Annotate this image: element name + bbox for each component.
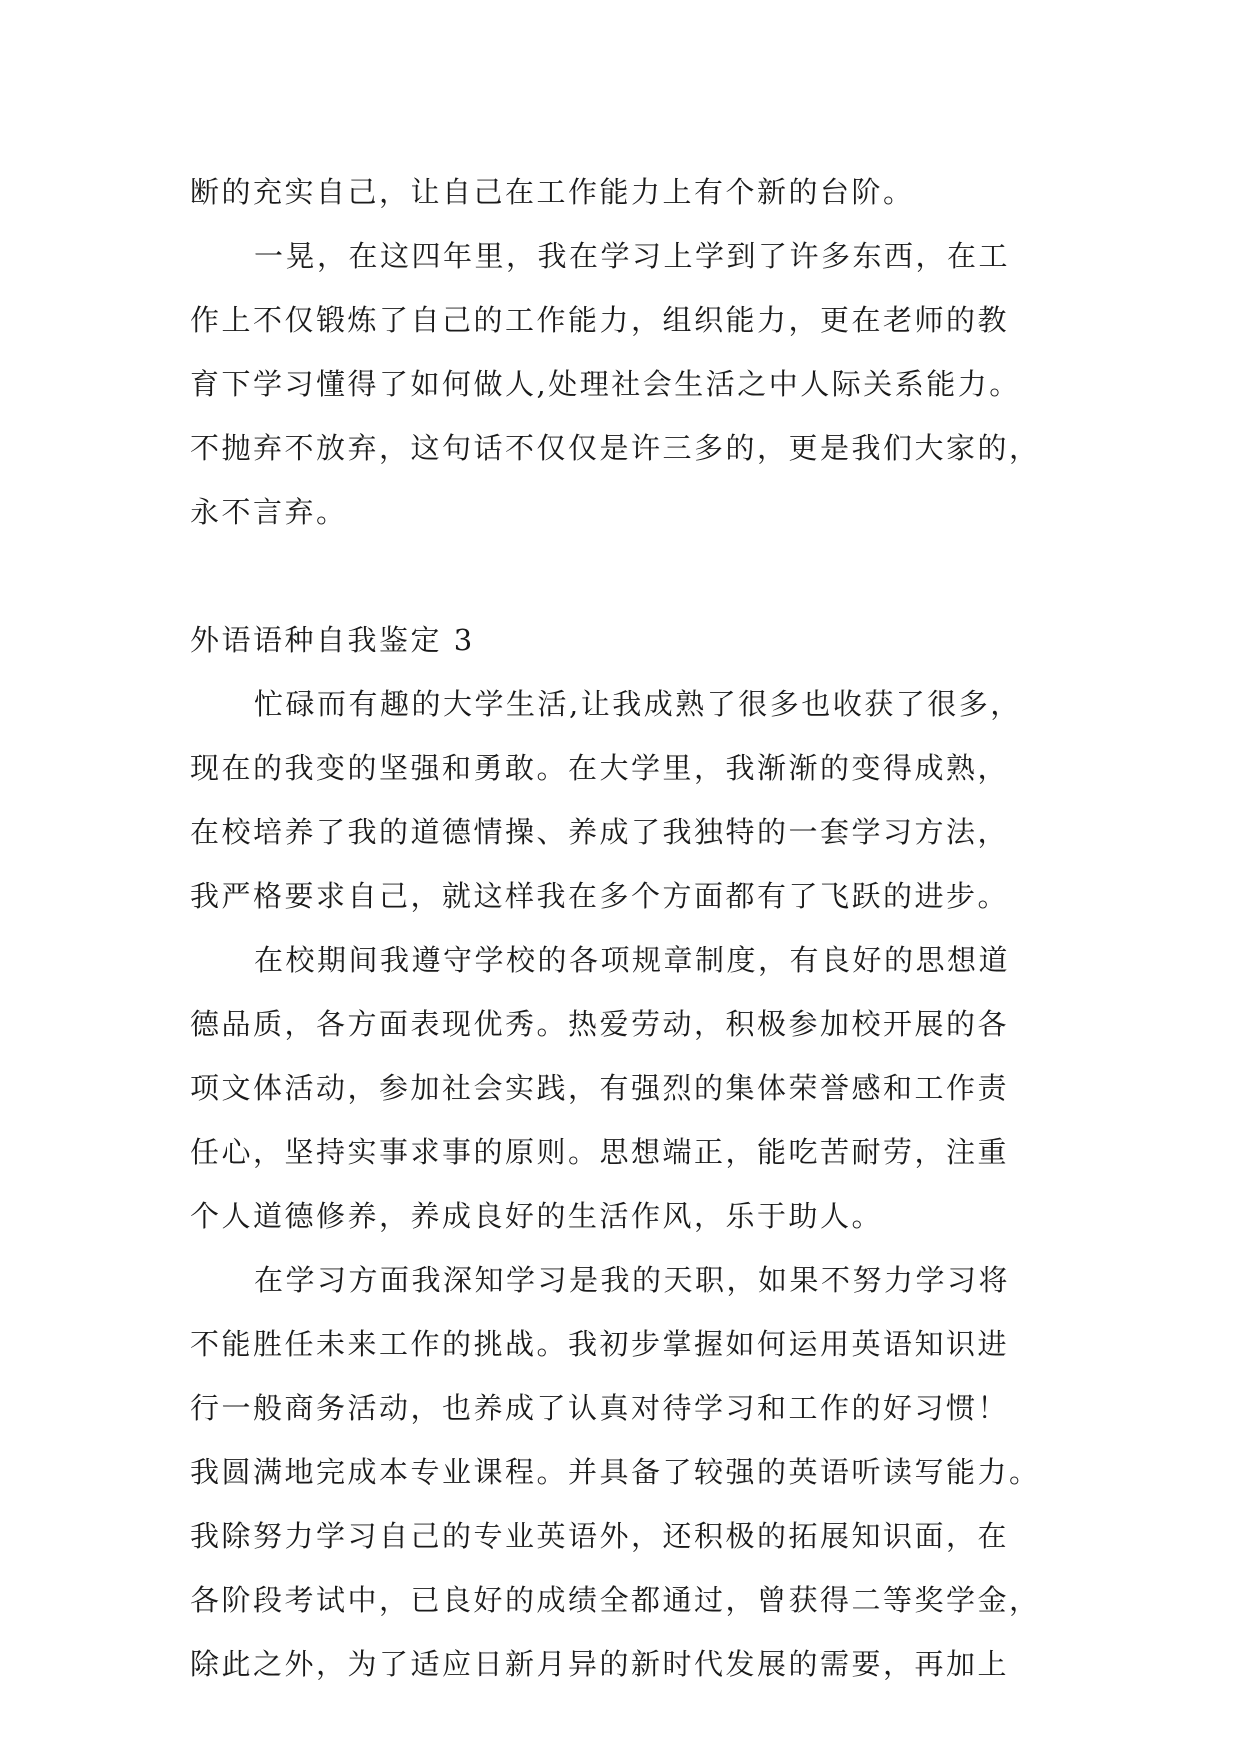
- text-line: 我除努力学习自己的专业英语外，还积极的拓展知识面，在: [190, 1519, 1010, 1553]
- text-line: 作上不仅锻炼了自己的工作能力，组织能力，更在老师的教: [190, 303, 1010, 337]
- section-heading: 外语语种自我鉴定 3: [190, 623, 475, 657]
- text-line: 现在的我变的坚强和勇敢。在大学里，我渐渐的变得成熟，: [190, 751, 1010, 785]
- text-line: 行一般商务活动，也养成了认真对待学习和工作的好习惯！: [190, 1391, 1010, 1425]
- text-line: 一晃，在这四年里，我在学习上学到了许多东西，在工: [254, 239, 1011, 273]
- text-line: 个人道德修养，养成良好的生活作风，乐于助人。: [190, 1199, 884, 1233]
- text-line: 德品质，各方面表现优秀。热爱劳动，积极参加校开展的各: [190, 1007, 1010, 1041]
- text-line: 在学习方面我深知学习是我的天职，如果不努力学习将: [254, 1263, 1011, 1297]
- text-line: 项文体活动，参加社会实践，有强烈的集体荣誉感和工作责: [190, 1071, 1010, 1105]
- text-line: 在校培养了我的道德情操、养成了我独特的一套学习方法，: [190, 815, 1010, 849]
- text-line: 不能胜任未来工作的挑战。我初步掌握如何运用英语知识进: [190, 1327, 1010, 1361]
- text-line: 任心，坚持实事求事的原则。思想端正，能吃苦耐劳，注重: [190, 1135, 1010, 1169]
- text-line: 断的充实自己，让自己在工作能力上有个新的台阶。: [190, 175, 915, 209]
- text-line: 忙碌而有趣的大学生活,让我成熟了很多也收获了很多，: [254, 687, 1022, 721]
- text-line: 在校期间我遵守学校的各项规章制度，有良好的思想道: [254, 943, 1011, 977]
- text-line: 我严格要求自己，就这样我在多个方面都有了飞跃的进步。: [190, 879, 1010, 913]
- blank-line: [190, 544, 1060, 608]
- text-line: 育下学习懂得了如何做人,处理社会生活之中人际关系能力。: [190, 367, 1021, 401]
- document-body: [190, 160, 1060, 1696]
- text-line: 永不言弃。: [190, 495, 348, 529]
- text-line: 不抛弃不放弃，这句话不仅仅是许三多的，更是我们大家的，: [190, 431, 1041, 465]
- text-line: 除此之外，为了适应日新月异的新时代发展的需要，再加上: [190, 1647, 1010, 1681]
- text-line: 我圆满地完成本专业课程。并具备了较强的英语听读写能力。: [190, 1455, 1041, 1489]
- text-line: 各阶段考试中，已良好的成绩全都通过，曾获得二等奖学金，: [190, 1583, 1041, 1617]
